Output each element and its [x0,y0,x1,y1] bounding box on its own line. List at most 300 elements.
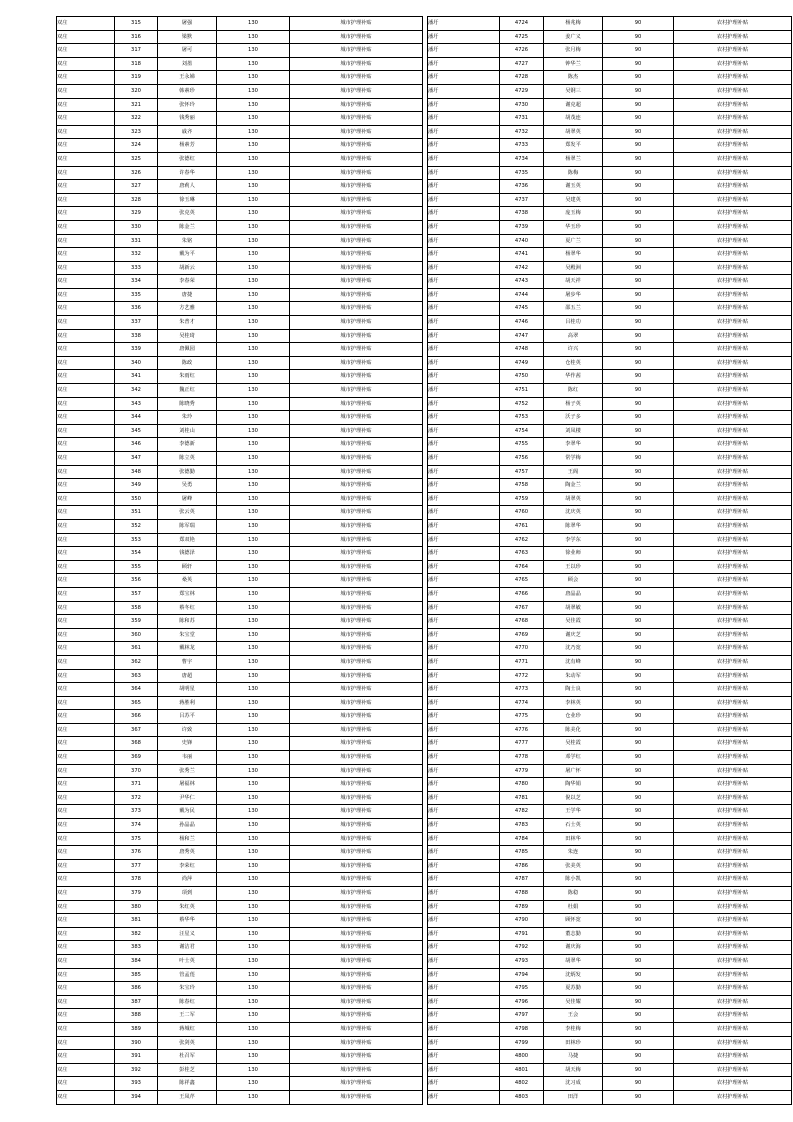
town-cell: 双庄 [57,819,115,833]
table-row [57,139,423,153]
amount-cell: 90 [603,574,674,588]
amount-cell: 90 [603,900,674,914]
town-cell: 潘圩 [428,533,500,547]
name-cell: 谢庆芝 [544,628,603,642]
name-cell: 沈庆英 [544,506,603,520]
amount-cell: 90 [603,384,674,398]
number-cell: 327 [115,180,158,194]
table-row [428,492,792,506]
name-cell: 唐莉人 [158,180,217,194]
town-cell: 潘圩 [428,737,500,751]
amount-cell: 130 [217,316,290,330]
town-cell: 潘圩 [428,44,500,58]
table-row [57,968,423,982]
table-row [57,628,423,642]
table-row [428,574,792,588]
name-cell: 马捷 [544,1050,603,1064]
amount-cell: 130 [217,125,290,139]
table-row [428,873,792,887]
name-cell: 王二军 [158,1009,217,1023]
subsidy-type-cell: 城市护理补贴 [290,343,423,357]
amount-cell: 90 [603,914,674,928]
number-cell: 4775 [500,710,544,724]
name-cell: 陈立英 [158,452,217,466]
table-row [57,193,423,207]
table-row [57,71,423,85]
table-row [428,968,792,982]
number-cell: 4755 [500,438,544,452]
subsidy-type-cell: 农村护理补贴 [674,44,792,58]
subsidy-type-cell: 农村护理补贴 [674,166,792,180]
name-cell: 史锋 [158,737,217,751]
amount-cell: 90 [603,356,674,370]
amount-cell: 130 [217,873,290,887]
name-cell: 王凤芹 [158,1090,217,1104]
number-cell: 387 [115,995,158,1009]
subsidy-type-cell: 农村护理补贴 [674,533,792,547]
town-cell: 双庄 [57,900,115,914]
table-row [428,465,792,479]
name-cell: 蔡冬红 [158,601,217,615]
table-row [428,560,792,574]
name-cell: 张德勤 [158,465,217,479]
town-cell: 双庄 [57,846,115,860]
name-cell: 吴殿洲 [544,261,603,275]
number-cell: 339 [115,343,158,357]
amount-cell: 90 [603,275,674,289]
name-cell: 陈稳 [544,887,603,901]
town-cell: 潘圩 [428,397,500,411]
number-cell: 4783 [500,819,544,833]
town-cell: 双庄 [57,791,115,805]
town-cell: 双庄 [57,927,115,941]
town-cell: 双庄 [57,180,115,194]
town-cell: 双庄 [57,288,115,302]
amount-cell: 90 [603,30,674,44]
table-row [428,914,792,928]
town-cell: 潘圩 [428,1090,500,1104]
number-cell: 361 [115,642,158,656]
number-cell: 4797 [500,1009,544,1023]
town-cell: 双庄 [57,805,115,819]
town-cell: 双庄 [57,655,115,669]
subsidy-type-cell: 农村护理补贴 [674,655,792,669]
amount-cell: 130 [217,71,290,85]
amount-cell: 130 [217,17,290,31]
town-cell: 潘圩 [428,655,500,669]
subsidy-type-cell: 城市护理补贴 [290,778,423,792]
amount-cell: 130 [217,601,290,615]
number-cell: 359 [115,615,158,629]
table-row [57,1077,423,1091]
number-cell: 4730 [500,98,544,112]
name-cell: 朱宝玲 [158,982,217,996]
amount-cell: 90 [603,927,674,941]
subsidy-type-cell: 城市护理补贴 [290,519,423,533]
table-row [57,832,423,846]
town-cell: 双庄 [57,384,115,398]
name-cell: 李春荣 [158,275,217,289]
table-row [428,17,792,31]
town-cell: 潘圩 [428,710,500,724]
name-cell: 屠广怀 [544,764,603,778]
town-cell: 双庄 [57,44,115,58]
table-row [57,1022,423,1036]
amount-cell: 130 [217,954,290,968]
table-row [57,98,423,112]
amount-cell: 130 [217,1036,290,1050]
name-cell: 朱普才 [158,316,217,330]
number-cell: 323 [115,125,158,139]
table-row [57,384,423,398]
number-cell: 328 [115,193,158,207]
table-row [57,44,423,58]
number-cell: 368 [115,737,158,751]
subsidy-type-cell: 农村护理补贴 [674,452,792,466]
name-cell: 唐晶晶 [544,587,603,601]
amount-cell: 90 [603,479,674,493]
amount-cell: 90 [603,832,674,846]
town-cell: 双庄 [57,465,115,479]
amount-cell: 130 [217,234,290,248]
subsidy-type-cell: 农村护理补贴 [674,941,792,955]
name-cell: 戴为平 [158,248,217,262]
subsidy-type-cell: 农村护理补贴 [674,1063,792,1077]
subsidy-type-cell: 农村护理补贴 [674,519,792,533]
table-row [428,152,792,166]
left-subsidy-table [56,16,423,1105]
town-cell: 潘圩 [428,84,500,98]
number-cell: 4765 [500,574,544,588]
town-cell: 双庄 [57,723,115,737]
subsidy-type-cell: 农村护理补贴 [674,343,792,357]
name-cell: 许春华 [158,166,217,180]
name-cell: 邓学红 [544,751,603,765]
name-cell: 吴佳霞 [544,615,603,629]
number-cell: 4767 [500,601,544,615]
number-cell: 325 [115,152,158,166]
amount-cell: 90 [603,424,674,438]
table-row [428,547,792,561]
number-cell: 374 [115,819,158,833]
town-cell: 潘圩 [428,954,500,968]
number-cell: 378 [115,873,158,887]
number-cell: 4768 [500,615,544,629]
amount-cell: 130 [217,642,290,656]
table-row [57,900,423,914]
name-cell: 吴建英 [544,193,603,207]
table-row [428,832,792,846]
table-row [428,343,792,357]
table-row [428,900,792,914]
table-row [428,696,792,710]
table-row [428,193,792,207]
name-cell: 刘墨 [158,57,217,71]
subsidy-type-cell: 城市护理补贴 [290,248,423,262]
town-cell: 潘圩 [428,112,500,126]
subsidy-type-cell: 农村护理补贴 [674,125,792,139]
table-row [57,533,423,547]
subsidy-type-cell: 农村护理补贴 [674,234,792,248]
amount-cell: 130 [217,778,290,792]
town-cell: 潘圩 [428,560,500,574]
number-cell: 315 [115,17,158,31]
subsidy-type-cell: 农村护理补贴 [674,316,792,330]
amount-cell: 130 [217,411,290,425]
amount-cell: 90 [603,968,674,982]
table-row [57,1063,423,1077]
number-cell: 390 [115,1036,158,1050]
subsidy-type-cell: 农村护理补贴 [674,628,792,642]
number-cell: 382 [115,927,158,941]
amount-cell: 130 [217,1063,290,1077]
name-cell: 华作茜 [544,370,603,384]
town-cell: 双庄 [57,152,115,166]
town-cell: 潘圩 [428,329,500,343]
town-cell: 双庄 [57,397,115,411]
number-cell: 362 [115,655,158,669]
name-cell: 胡明星 [158,683,217,697]
table-row [57,356,423,370]
table-row [57,669,423,683]
name-cell: 钟华兰 [544,57,603,71]
table-row [428,329,792,343]
number-cell: 4732 [500,125,544,139]
number-cell: 4791 [500,927,544,941]
amount-cell: 130 [217,1009,290,1023]
subsidy-type-cell: 农村护理补贴 [674,1036,792,1050]
town-cell: 双庄 [57,57,115,71]
number-cell: 4779 [500,764,544,778]
name-cell: 邵五兰 [544,302,603,316]
subsidy-type-cell: 农村护理补贴 [674,764,792,778]
subsidy-type-cell: 农村护理补贴 [674,778,792,792]
number-cell: 4731 [500,112,544,126]
subsidy-type-cell: 农村护理补贴 [674,370,792,384]
town-cell: 双庄 [57,683,115,697]
number-cell: 367 [115,723,158,737]
name-cell: 华玉珍 [544,220,603,234]
table-row [57,574,423,588]
number-cell: 356 [115,574,158,588]
table-row [428,737,792,751]
table-row [428,356,792,370]
amount-cell: 130 [217,1050,290,1064]
number-cell: 342 [115,384,158,398]
amount-cell: 90 [603,370,674,384]
number-cell: 4759 [500,492,544,506]
name-cell: 张克英 [158,207,217,221]
town-cell: 潘圩 [428,873,500,887]
subsidy-type-cell: 城市护理补贴 [290,465,423,479]
amount-cell: 90 [603,1077,674,1091]
number-cell: 4782 [500,805,544,819]
subsidy-type-cell: 城市护理补贴 [290,1022,423,1036]
town-cell: 双庄 [57,492,115,506]
name-cell: 朱玲 [158,411,217,425]
amount-cell: 130 [217,832,290,846]
number-cell: 4774 [500,696,544,710]
number-cell: 4789 [500,900,544,914]
name-cell: 吴佳耀 [544,995,603,1009]
town-cell: 潘圩 [428,465,500,479]
town-cell: 潘圩 [428,180,500,194]
name-cell: 陈晓秀 [158,397,217,411]
town-cell: 潘圩 [428,193,500,207]
name-cell: 朱铭 [158,234,217,248]
subsidy-type-cell: 城市护理补贴 [290,723,423,737]
amount-cell: 90 [603,302,674,316]
town-cell: 双庄 [57,234,115,248]
town-cell: 双庄 [57,941,115,955]
town-cell: 潘圩 [428,424,500,438]
subsidy-type-cell: 农村护理补贴 [674,465,792,479]
table-row [428,125,792,139]
town-cell: 双庄 [57,316,115,330]
subsidy-type-cell: 农村护理补贴 [674,112,792,126]
number-cell: 326 [115,166,158,180]
subsidy-type-cell: 城市护理补贴 [290,139,423,153]
number-cell: 348 [115,465,158,479]
number-cell: 394 [115,1090,158,1104]
table-row [428,397,792,411]
subsidy-type-cell: 农村护理补贴 [674,30,792,44]
subsidy-type-cell: 城市护理补贴 [290,887,423,901]
amount-cell: 130 [217,356,290,370]
number-cell: 4772 [500,669,544,683]
town-cell: 双庄 [57,832,115,846]
name-cell: 胡翠英 [544,125,603,139]
subsidy-type-cell: 农村护理补贴 [674,302,792,316]
town-cell: 潘圩 [428,98,500,112]
subsidy-type-cell: 农村护理补贴 [674,139,792,153]
left-table-body [57,17,423,1105]
subsidy-type-cell: 城市护理补贴 [290,669,423,683]
subsidy-type-cell: 农村护理补贴 [674,275,792,289]
name-cell: 胡茂连 [544,112,603,126]
name-cell: 胡新云 [158,261,217,275]
town-cell: 潘圩 [428,751,500,765]
town-cell: 双庄 [57,370,115,384]
amount-cell: 130 [217,180,290,194]
subsidy-type-cell: 农村护理补贴 [674,696,792,710]
table-row [428,57,792,71]
amount-cell: 90 [603,438,674,452]
subsidy-type-cell: 城市护理补贴 [290,628,423,642]
amount-cell: 130 [217,941,290,955]
amount-cell: 90 [603,954,674,968]
name-cell: 孙晶晶 [158,819,217,833]
amount-cell: 90 [603,492,674,506]
amount-cell: 90 [603,805,674,819]
table-row [57,683,423,697]
amount-cell: 90 [603,751,674,765]
town-cell: 双庄 [57,615,115,629]
subsidy-type-cell: 城市护理补贴 [290,914,423,928]
amount-cell: 130 [217,927,290,941]
number-cell: 383 [115,941,158,955]
number-cell: 351 [115,506,158,520]
number-cell: 4740 [500,234,544,248]
name-cell: 徐业师 [544,547,603,561]
amount-cell: 90 [603,248,674,262]
number-cell: 4728 [500,71,544,85]
amount-cell: 130 [217,574,290,588]
table-row [428,438,792,452]
name-cell: 高翠 [544,329,603,343]
table-row [57,805,423,819]
number-cell: 4770 [500,642,544,656]
number-cell: 4800 [500,1050,544,1064]
town-cell: 潘圩 [428,601,500,615]
table-row [57,751,423,765]
town-cell: 双庄 [57,751,115,765]
subsidy-type-cell: 城市护理补贴 [290,1077,423,1091]
amount-cell: 130 [217,44,290,58]
amount-cell: 130 [217,275,290,289]
table-row [428,982,792,996]
table-row [428,1077,792,1091]
table-row [428,180,792,194]
name-cell: 蒋胜利 [158,696,217,710]
table-row [428,261,792,275]
table-row [428,84,792,98]
number-cell: 4766 [500,587,544,601]
amount-cell: 130 [217,533,290,547]
amount-cell: 90 [603,1050,674,1064]
table-row [57,261,423,275]
subsidy-type-cell: 城市护理补贴 [290,302,423,316]
name-cell: 夏广兰 [544,234,603,248]
subsidy-type-cell: 城市护理补贴 [290,112,423,126]
subsidy-type-cell: 城市护理补贴 [290,859,423,873]
amount-cell: 90 [603,17,674,31]
name-cell: 李荣红 [158,859,217,873]
name-cell: 郑发平 [544,139,603,153]
table-row [57,17,423,31]
name-cell: 张德红 [158,152,217,166]
number-cell: 386 [115,982,158,996]
table-row [57,275,423,289]
table-row [428,778,792,792]
name-cell: 杨兆梅 [544,17,603,31]
subsidy-type-cell: 农村护理补贴 [674,84,792,98]
subsidy-type-cell: 农村护理补贴 [674,1050,792,1064]
amount-cell: 90 [603,941,674,955]
subsidy-type-cell: 农村护理补贴 [674,805,792,819]
subsidy-type-cell: 农村护理补贴 [674,819,792,833]
table-row [57,30,423,44]
town-cell: 潘圩 [428,778,500,792]
name-cell: 杨翠华 [544,248,603,262]
name-cell: 陶华娟 [544,778,603,792]
table-row [428,683,792,697]
subsidy-type-cell: 城市护理补贴 [290,941,423,955]
number-cell: 4727 [500,57,544,71]
town-cell: 潘圩 [428,927,500,941]
number-cell: 4756 [500,452,544,466]
town-cell: 潘圩 [428,356,500,370]
number-cell: 349 [115,479,158,493]
amount-cell: 90 [603,628,674,642]
table-row [57,506,423,520]
town-cell: 潘圩 [428,642,500,656]
number-cell: 4792 [500,941,544,955]
number-cell: 4735 [500,166,544,180]
subsidy-type-cell: 城市护理补贴 [290,452,423,466]
table-row [428,411,792,425]
name-cell: 陶金兰 [544,479,603,493]
